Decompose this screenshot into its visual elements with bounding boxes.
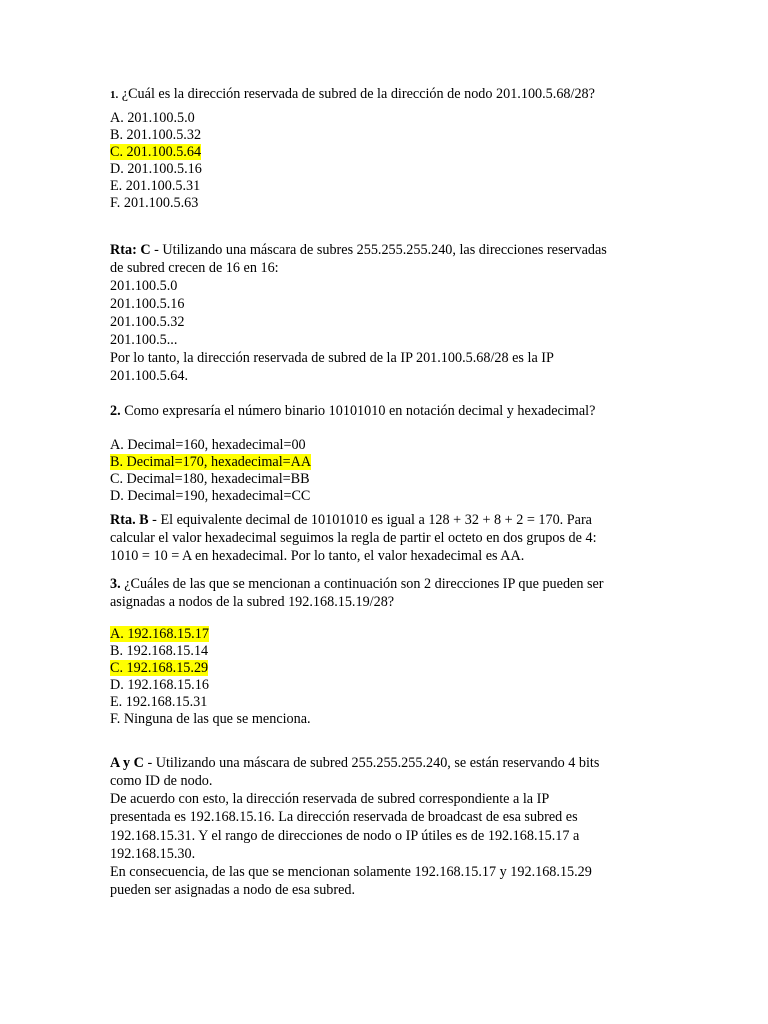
question-text: ¿Cuáles de las que se mencionan a continuación son 2 direcciones IP que pueden ser (120, 576, 604, 592)
option: F. 201.100.5.63 (110, 195, 199, 211)
answer-text: 192.168.15.30. (110, 846, 196, 862)
question-number: 3. (110, 576, 121, 592)
answer-text: pueden ser asignadas a nodo de esa subred. (110, 882, 356, 898)
question-text: Como expresaría el número binario 10101010 en notación decimal y hexadecimal? (120, 403, 596, 419)
answer-text: de subred crecen de 16 en 16: (110, 260, 279, 276)
answer-text: 192.168.15.31. Y el rango de direcciones de nodo o IP útiles es de 192.168.15.17 a (110, 828, 580, 844)
answer-text: como ID de nodo. (110, 773, 213, 789)
answer-text: 1010 = 10 = A en hexadecimal. Por lo tanto, el valor hexadecimal es AA. (110, 548, 525, 564)
option: E. 192.168.15.31 (110, 694, 208, 710)
highlight: A. 192.168.15.17 (110, 626, 209, 642)
answer-list-item: 201.100.5.16 (110, 296, 185, 312)
question-1 (110, 86, 595, 104)
option: A. Decimal=160, hexadecimal=00 (110, 437, 306, 453)
answer-1 (110, 242, 607, 259)
option-correct (110, 144, 201, 161)
question-text: ¿Cuál es la dirección reservada de subred de la dirección de nodo 201.100.5.68/28? (118, 86, 595, 102)
option: D. Decimal=190, hexadecimal=CC (110, 488, 311, 504)
question-3 (110, 576, 604, 593)
highlight: C. 192.168.15.29 (110, 660, 209, 676)
answer-text: - Utilizando una máscara de subred 255.255.255.240, se están reservando 4 bits (143, 755, 600, 771)
option: F. Ninguna de las que se menciona. (110, 711, 311, 727)
option: D. 201.100.5.16 (110, 161, 202, 177)
answer-label: Rta. B (110, 512, 149, 528)
question-2 (110, 403, 595, 420)
answer-text: 201.100.5.64. (110, 368, 189, 384)
option-correct (110, 454, 311, 471)
option: A. 201.100.5.0 (110, 110, 195, 126)
answer-text: De acuerdo con esto, la dirección reservada de subred correspondiente a la IP (110, 791, 550, 807)
option: B. 201.100.5.32 (110, 127, 202, 143)
answer-text: - El equivalente decimal de 10101010 es igual a 128 + 32 + 8 + 2 = 170. Para (148, 512, 592, 528)
question-number: 1. (110, 89, 119, 101)
answer-text: - Utilizando una máscara de subres 255.255.255.240, las direcciones reservadas (150, 242, 607, 258)
option: C. Decimal=180, hexadecimal=BB (110, 471, 310, 487)
highlight: B. Decimal=170, hexadecimal=AA (110, 454, 312, 470)
option: E. 201.100.5.31 (110, 178, 201, 194)
question-text: asignadas a nodos de la subred 192.168.15.19/28? (110, 594, 395, 610)
answer-2 (110, 512, 592, 529)
answer-list-item: 201.100.5... (110, 332, 178, 348)
answer-text: presentada es 192.168.15.16. La dirección reservada de broadcast de esa subred es (110, 809, 578, 825)
answer-label: Rta: C (110, 242, 151, 258)
answer-list-item: 201.100.5.0 (110, 278, 178, 294)
option: D. 192.168.15.16 (110, 677, 209, 693)
answer-text: calcular el valor hexadecimal seguimos la regla de partir el octeto en dos grupos de 4: (110, 530, 597, 546)
option-correct (110, 626, 209, 643)
answer-text: Por lo tanto, la dirección reservada de subred de la IP 201.100.5.68/28 es la IP (110, 350, 554, 366)
answer-text: En consecuencia, de las que se mencionan solamente 192.168.15.17 y 192.168.15.29 (110, 864, 592, 880)
option-correct (110, 660, 208, 677)
highlight: C. 201.100.5.64 (110, 144, 202, 160)
answer-list-item: 201.100.5.32 (110, 314, 185, 330)
question-number: 2. (110, 403, 121, 419)
option: B. 192.168.15.14 (110, 643, 209, 659)
answer-label: A y C (110, 755, 144, 771)
answer-3 (110, 755, 599, 772)
